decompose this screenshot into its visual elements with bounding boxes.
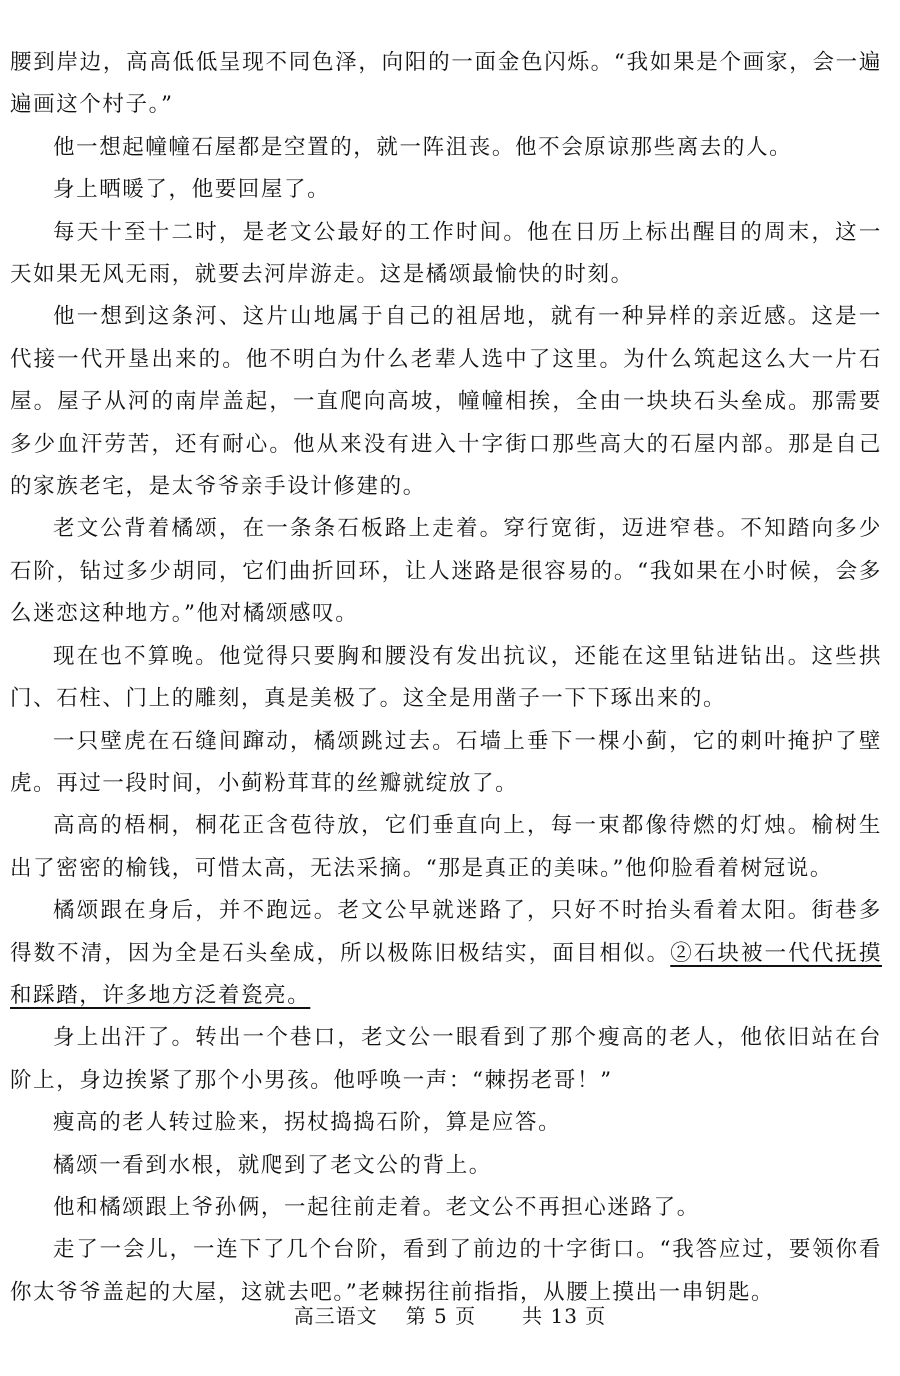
paragraph-continued: 腰到岸边，高高低低呈现不同色泽，向阳的一面金色闪烁。“我如果是个画家，会一遍遍画这个村子。”: [10, 50, 882, 118]
paragraph-text: 橘颂跟在身后，并不跑远。老文公早就迷路了，只好不时抬头看着太阳。街巷多得数不清，因为全是石头垒成，所以极陈旧极结实，面目相似。: [10, 898, 882, 966]
footer-total-pages: 共 13 页: [522, 1304, 607, 1328]
paragraph: 身上晒暖了，他要回屋了。: [53, 177, 331, 203]
paragraph: 他和橘颂跟上爷孙俩，一起往前走着。老文公不再担心迷路了。: [53, 1194, 700, 1220]
paragraph: 橘颂一看到水根，就爬到了老文公的背上。: [53, 1152, 492, 1178]
footer-subject: 高三语文: [293, 1304, 378, 1328]
underlined-sentence-2: ②石块被一代代抚摸和踩踏，许多地方泛着瓷亮。: [10, 940, 882, 1008]
paragraph: 他一想起幢幢石屋都是空置的，就一阵沮丧。他不会原谅那些离去的人。: [53, 134, 793, 160]
paragraph: 身上出汗了。转出一个巷口，老文公一眼看到了那个瘦高的老人，他依旧站在台阶上，身边挨紧了那个小男孩。他呼唤一声：“棘拐老哥！”: [10, 1025, 882, 1093]
paragraph: 一只壁虎在石缝间蹿动，橘颂跳过去。石墙上垂下一棵小蓟，它的刺叶掩护了壁虎。再过一段时间，小蓟粉茸茸的丝瓣就绽放了。: [10, 728, 882, 796]
paragraph: 瘦高的老人转过脸来，拐杖捣捣石阶，算是应答。: [53, 1110, 562, 1136]
paragraph: 走了一会儿，一连下了几个台阶，看到了前边的十字街口。“我答应过，要领你看你太爷爷盖起的大屋，这就去吧。”老棘拐往前指指，从腰上摸出一串钥匙。: [10, 1237, 882, 1305]
paragraph: 高高的梧桐，桐花正含苞待放，它们垂直向上，每一束都像待燃的灯烛。榆树生出了密密的榆钱，可惜太高，无法采摘。“那是真正的美味。”他仰脸看着树冠说。: [10, 813, 882, 881]
paragraph-with-underline: [10, 890, 882, 1017]
article-body: [10, 42, 882, 1314]
paragraph: 现在也不算晚。他觉得只要胸和腰没有发出抗议，还能在这里钻进钻出。这些拱门、石柱、门上的雕刻，真是美极了。这全是用凿子一下下琢出来的。: [10, 643, 882, 712]
footer-page-number: 第 5 页: [405, 1304, 477, 1328]
page-footer: [0, 1300, 900, 1329]
paragraph: 他一想到这条河、这片山地属于自己的祖居地，就有一种异样的亲近感。这是一代接一代开垦出来的。他不明白为什么老辈人选中了这里。为什么筑起这么大一片石屋。屋子从河的南岸盖起，一直爬向高坡，幢幢相挨，全由一块块石头垒成。那需要多少血汗劳苦，还有耐心。他从来没有进入十字街口那些高大的石屋内部。那是自己的家族老宅，是太爷爷亲手设计修建的。: [10, 304, 882, 500]
paragraph: 老文公背着橘颂，在一条条石板路上走着。穿行宽街，迈进窄巷。不知踏向多少石阶，钻过多少胡同，它们曲折回环，让人迷路是很容易的。“我如果在小时候，会多么迷恋这种地方。”他对橘颂感叹。: [10, 516, 882, 627]
paragraph: 每天十至十二时，是老文公最好的工作时间。他在日历上标出醒目的周末，这一天如果无风无雨，就要去河岸游走。这是橘颂最愉快的时刻。: [10, 219, 882, 288]
